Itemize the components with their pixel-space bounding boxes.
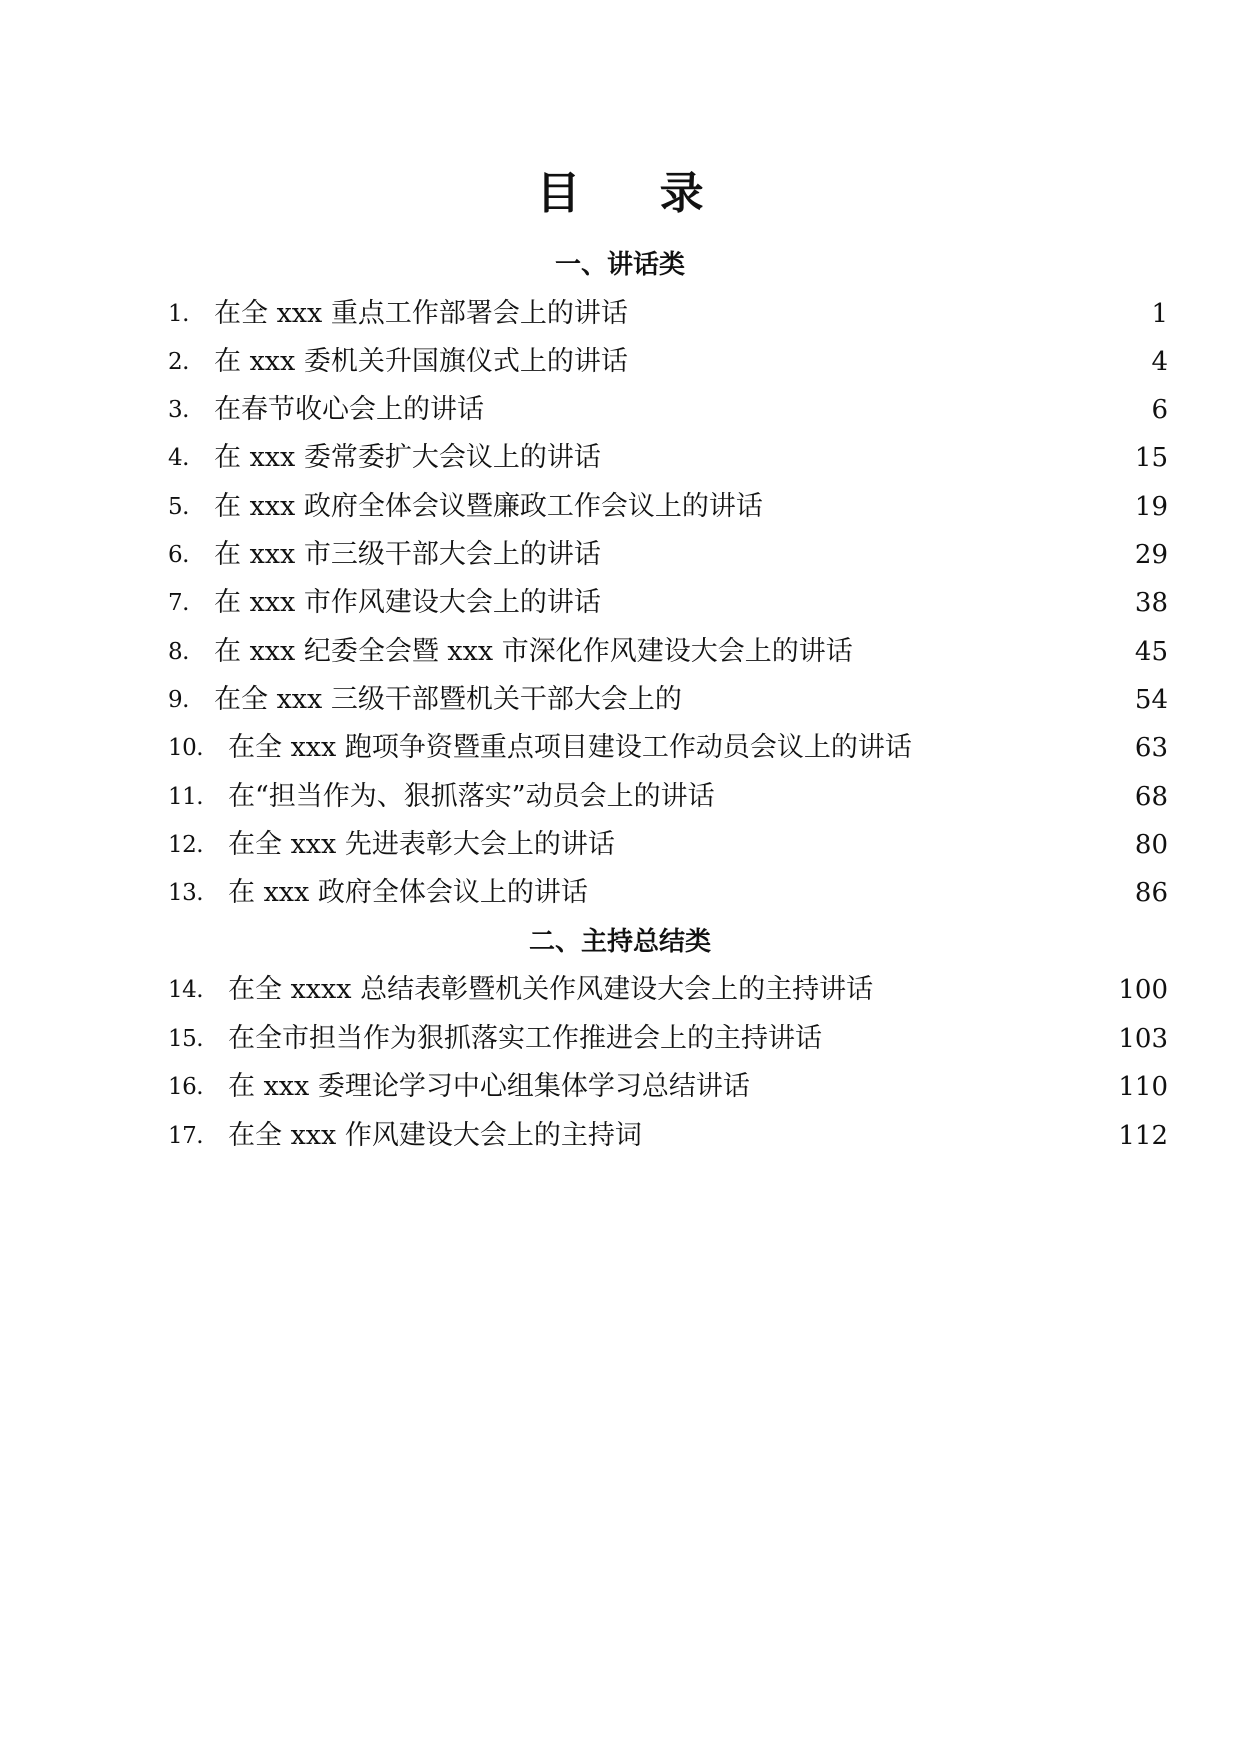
toc-entry-number: 14. [168, 977, 204, 1003]
toc-entry-page: 29 [1134, 540, 1168, 570]
toc-entry-title: 在“担当作为、狠抓落实”动员会上的讲话 [228, 781, 715, 812]
toc-entry-title: 在 xxx 政府全体会议暨廉政工作会议上的讲话 [214, 491, 763, 522]
toc-entry-number: 8. [168, 639, 189, 665]
toc-entry-page: 112 [1118, 1121, 1168, 1151]
toc-entry-page: 6 [1151, 395, 1168, 425]
toc-entry-number: 2. [168, 349, 189, 375]
section-heading-hosting-summary: 二、主持总结类 [528, 927, 711, 957]
toc-entry-title: 在全市担当作为狠抓落实工作推进会上的主持讲话 [228, 1023, 822, 1054]
toc-entry-title: 在春节收心会上的讲话 [214, 394, 484, 425]
toc-entry[interactable] [168, 1019, 1168, 1059]
toc-entry-title: 在全 xxx 三级干部暨机关干部大会上的 [214, 684, 682, 715]
toc-entry-page: 1 [1151, 299, 1168, 329]
toc-entry-number: 17. [168, 1123, 204, 1149]
toc-entry-title: 在 xxx 市作风建设大会上的讲话 [214, 587, 601, 618]
toc-entry[interactable] [168, 728, 1168, 768]
toc-entry-number: 4. [168, 445, 189, 471]
toc-entry[interactable] [168, 873, 1168, 913]
toc-entry-title: 在 xxx 委理论学习中心组集体学习总结讲话 [228, 1071, 750, 1102]
toc-entry[interactable] [168, 777, 1168, 817]
document-title: 目 录 [536, 168, 736, 219]
toc-entry-title: 在全 xxx 重点工作部署会上的讲话 [214, 298, 628, 329]
toc-entry-page: 38 [1134, 588, 1168, 618]
toc-entry-title: 在 xxx 委常委扩大会议上的讲话 [214, 442, 601, 473]
toc-entry[interactable] [168, 1116, 1168, 1156]
toc-entry-title: 在 xxx 市三级干部大会上的讲话 [214, 539, 601, 570]
toc-entry-page: 80 [1134, 830, 1168, 860]
toc-entry-page: 4 [1151, 347, 1168, 377]
toc-entry-page: 103 [1118, 1024, 1168, 1054]
toc-entry-title: 在全 xxx 先进表彰大会上的讲话 [228, 829, 615, 860]
toc-entry[interactable] [168, 487, 1168, 527]
toc-entry-title: 在全 xxx 作风建设大会上的主持词 [228, 1120, 642, 1151]
toc-entry-page: 100 [1118, 975, 1168, 1005]
toc-entry[interactable] [168, 632, 1168, 672]
toc-entry-number: 6. [168, 542, 189, 568]
toc-entry-number: 5. [168, 494, 189, 520]
toc-entry-page: 15 [1134, 443, 1168, 473]
toc-entry-page: 63 [1134, 733, 1168, 763]
toc-entry-title: 在全 xxxx 总结表彰暨机关作风建设大会上的主持讲话 [228, 974, 874, 1005]
toc-entry-number: 15. [168, 1026, 204, 1052]
toc-entry-title: 在 xxx 政府全体会议上的讲话 [228, 877, 588, 908]
toc-entry-number: 11. [168, 784, 204, 810]
toc-entry-title: 在 xxx 纪委全会暨 xxx 市深化作风建设大会上的讲话 [214, 636, 853, 667]
toc-entry[interactable] [168, 680, 1168, 720]
toc-entry-number: 10. [168, 735, 204, 761]
toc-entry-number: 16. [168, 1074, 204, 1100]
section-heading-speeches: 一、讲话类 [554, 250, 685, 280]
toc-entry-page: 45 [1134, 637, 1168, 667]
toc-entry-page: 68 [1134, 782, 1168, 812]
toc-entry-page: 19 [1134, 492, 1168, 522]
toc-entry[interactable] [168, 825, 1168, 865]
toc-entry-page: 86 [1134, 878, 1168, 908]
toc-entry-number: 7. [168, 590, 189, 616]
toc-entry-number: 13. [168, 880, 204, 906]
toc-entry-title: 在全 xxx 跑项争资暨重点项目建设工作动员会议上的讲话 [228, 732, 912, 763]
toc-entry-number: 9. [168, 687, 189, 713]
toc-entry[interactable] [168, 535, 1168, 575]
toc-entry-title: 在 xxx 委机关升国旗仪式上的讲话 [214, 346, 628, 377]
toc-entry-number: 12. [168, 832, 204, 858]
toc-entry-number: 3. [168, 397, 189, 423]
toc-entry[interactable] [168, 294, 1168, 334]
toc-entry-page: 110 [1118, 1072, 1168, 1102]
toc-entry[interactable] [168, 438, 1168, 478]
toc-entry-number: 1. [168, 301, 189, 327]
toc-entry-page: 54 [1134, 685, 1168, 715]
toc-entry[interactable] [168, 583, 1168, 623]
toc-entry[interactable] [168, 390, 1168, 430]
toc-entry[interactable] [168, 342, 1168, 382]
toc-entry[interactable] [168, 1067, 1168, 1107]
toc-entry[interactable] [168, 970, 1168, 1010]
